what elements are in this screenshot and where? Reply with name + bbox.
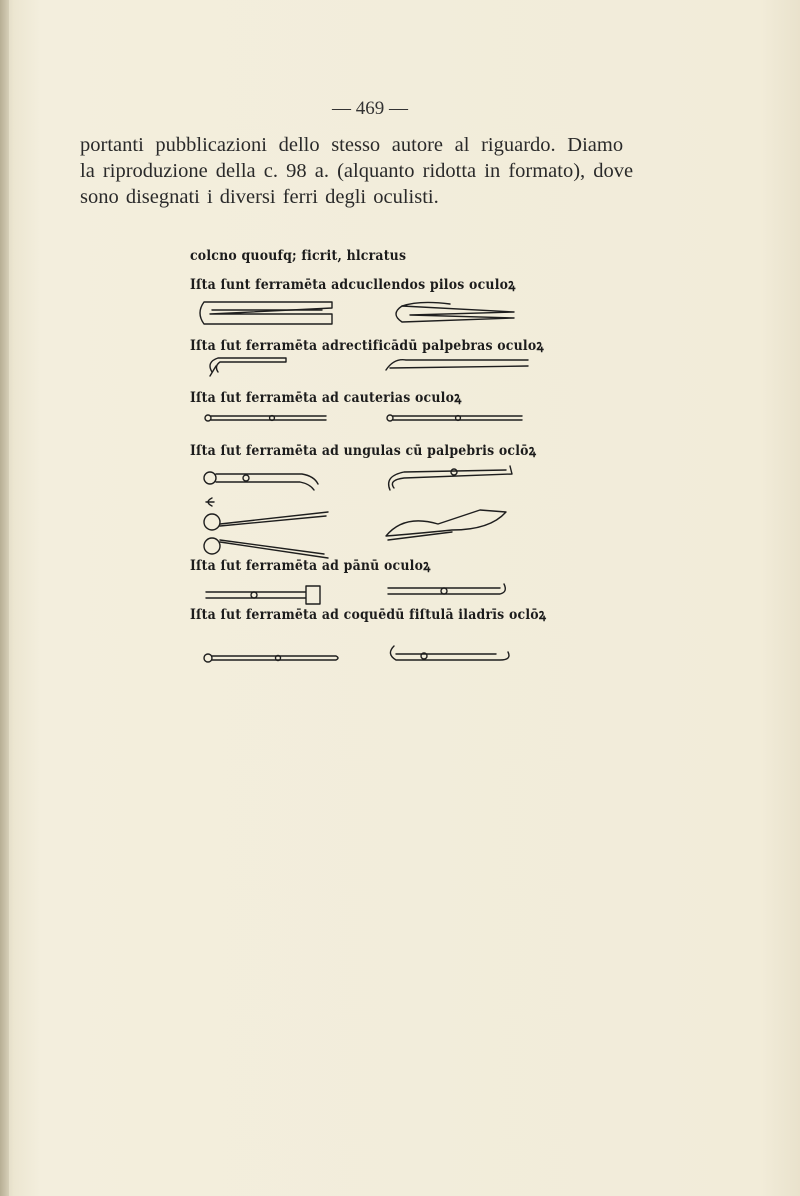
intro-paragraph: [80, 132, 652, 210]
cautery-rod-icon: [205, 415, 326, 421]
curled-probe-icon: [390, 646, 509, 660]
manuscript-facsimile: [190, 240, 550, 670]
ring-probe-icon: [388, 584, 505, 594]
facsimile-caption: colcno quoufq; ficrit, hlcratus: [190, 246, 407, 264]
page-spine-edge: [0, 0, 9, 1196]
curved-hook-icon: [389, 466, 512, 490]
long-probe-icon: [204, 654, 338, 662]
scissors-icon: [204, 512, 328, 558]
scalpel-blade-icon: [386, 510, 506, 540]
facsimile-caption: Iſta ſut ferramēta ad ungulas cū palpebris oclōꝝ: [190, 441, 537, 459]
hook-probe-icon: [210, 358, 286, 376]
intro-line: sono disegnati i diversi ferri degli oculisti.: [80, 186, 439, 208]
forceps-icon: [200, 302, 332, 324]
needle-probe-icon: [204, 472, 318, 490]
facsimile-caption: Iſta ſut ferramēta ad cauterias oculoꝝ: [190, 388, 462, 406]
cautery-rod-icon: [387, 415, 522, 421]
tweezers-icon: [396, 302, 514, 322]
facsimile-caption: Iſta ſunt ferramēta adcucllendos pilos oculoꝝ: [190, 275, 516, 293]
page-number: — 469 —: [332, 98, 408, 119]
surgical-tools-drawing: [190, 240, 550, 670]
facsimile-caption: Iſta ſut ferramēta adrectificādū palpebras oculoꝝ: [190, 336, 544, 354]
facsimile-caption: Iſta ſut ferramēta ad pānū oculoꝝ: [190, 556, 431, 574]
intro-line: la riproduzione della c. 98 a. (alquanto ridotta in formato), dove: [80, 160, 634, 182]
facsimile-caption: Iſta ſut ferramēta ad coquēdū fiſtulā iladrīs oclōꝝ: [190, 605, 547, 623]
margin-mark: [206, 498, 214, 506]
lancet-icon: [386, 360, 528, 370]
intro-line: portanti pubblicazioni dello stesso autore al riguardo. Diamo: [80, 134, 624, 156]
pin-probe-icon: [206, 586, 320, 604]
